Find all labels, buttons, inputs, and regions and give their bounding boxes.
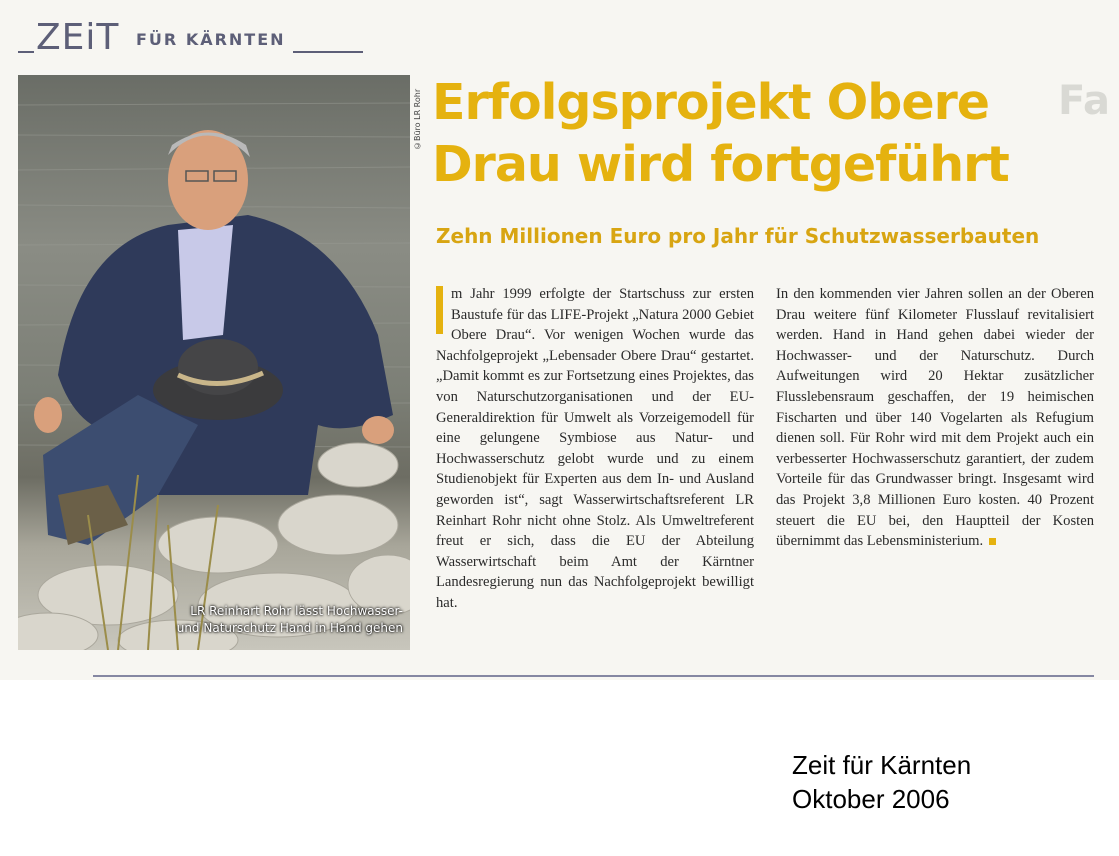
page-rule [93, 675, 1094, 677]
photo-caption: LR Reinhart Rohr lässt Hochwasser- und Naturschutz Hand in Hand gehen [176, 604, 403, 635]
article-subhead: Zehn Millionen Euro pro Jahr für Schutzwasserbauten [436, 224, 1040, 248]
masthead-fuer-kaernten: FÜR KÄRNTEN [136, 30, 286, 49]
headline-line-1: Erfolgsprojekt Obere [432, 74, 990, 131]
end-mark-icon [989, 538, 996, 545]
masthead-rule-right [293, 51, 363, 53]
source-citation [792, 748, 971, 816]
article-photo [18, 75, 410, 650]
column-2-text: In den kommenden vier Jahren sollen an der Oberen Drau weitere fünf Kilometer Flusslauf revitalisiert werden. Hand in Hand gehen dabei wieder der Hochwasser- und der Naturschutz. Durch Aufweitungen wird 20 Hektar zusätzlicher Flusslebensraum geschaffen, der 19 heimischen Fischarten und über 140 Vogelarten als Refugium dienen soll. Für Rohr wird mit dem Projekt auch ein verbesserter Hochwasserschutz garantiert, der zudem Vorteile für das Grundwasser bringt. Insgesamt wird das Projekt 3,8 Millionen Euro kosten. 40 Prozent steuert die EU bei, den Hauptteil der Kosten übernimmt das Lebensministerium. [776, 286, 1094, 550]
photo-credit: ©Büro LR Rohr [413, 88, 422, 150]
masthead-zeit: ZEiT [36, 17, 120, 58]
dropcap-marker [436, 286, 443, 334]
hand-right [362, 416, 394, 444]
source-date: Oktober 2006 [792, 784, 950, 814]
article-column-1 [436, 284, 754, 614]
article-headline [432, 72, 1072, 196]
headline-line-2: Drau wird fortgeführt [432, 136, 1009, 193]
article-column-2 [776, 284, 1094, 552]
masthead [18, 18, 378, 58]
column-1-text: m Jahr 1999 erfolgte der Startschuss zur ersten Baustufe für das LIFE-Projekt „Natura 2000 Gebiet Obere Drau“. Vor wenigen Wochen wurde das Nachfolgeprojekt „Lebensader Obere Drau“ gestartet. „Damit kommt es zur Fortsetzung eines Projektes, das von Naturschutzorganisationen und der EU-Generaldirektion für Umwelt als Vorzeigemodell für eine gelungene Symbiose aus Natur- und Hochwasserschutz gelobt wurde und zu einem Studienobjekt für Experten aus dem In- und Ausland geworden ist“, sagt Wasserwirtschaftsreferent LR Reinhart Rohr nicht ohne Stolz. Als Umweltreferent freut er sich, dass die EU der Abteilung Wasserwirtschaft beim Amt der Kärntner Landesregierung nun das Nachfolgeprojekt bewilligt hat. [436, 286, 754, 611]
hand-left [34, 397, 62, 433]
bleed-through-text: Fa [1058, 78, 1110, 124]
portrait-illustration [18, 75, 410, 650]
masthead-rule-left [18, 51, 34, 53]
source-publication: Zeit für Kärnten [792, 750, 972, 780]
